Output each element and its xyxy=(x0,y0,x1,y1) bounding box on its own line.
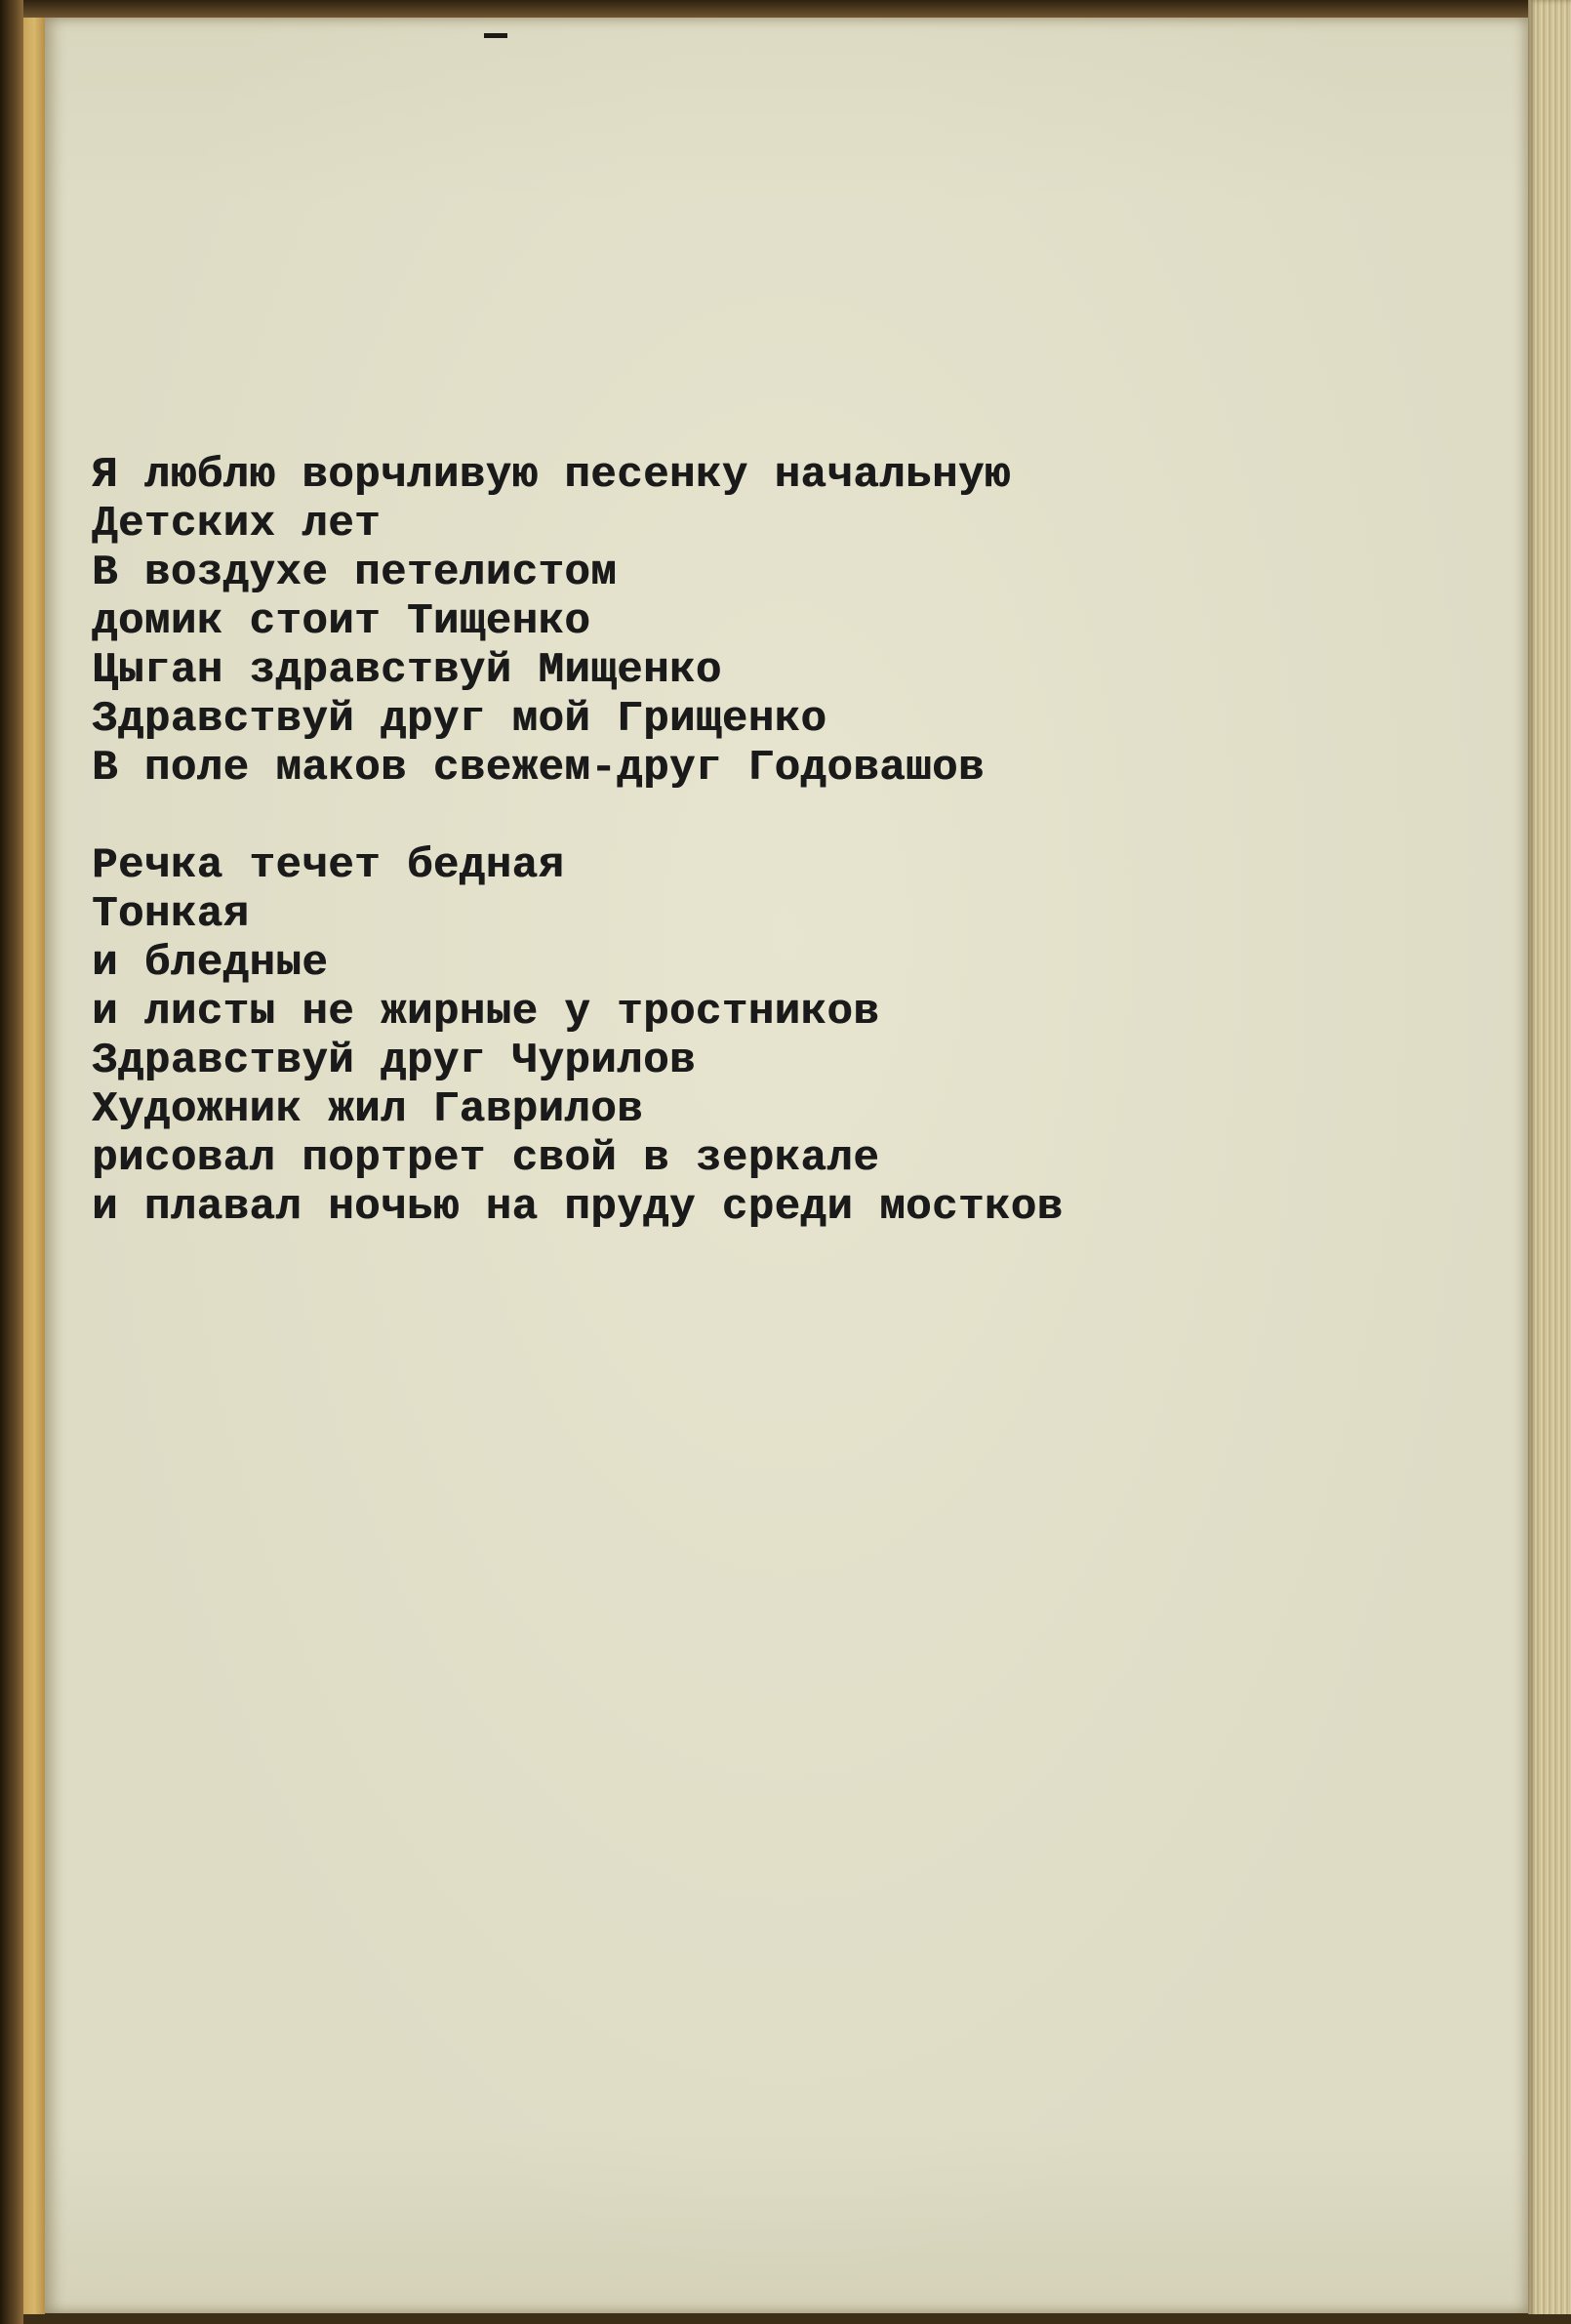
poem-line: и плавал ночью на пруду среди мостков xyxy=(92,1183,1064,1232)
poem-line: Здравствуй друг мой Грищенко xyxy=(92,695,827,744)
poem-line: и бледные xyxy=(92,939,329,988)
stanza-2 xyxy=(92,841,1063,1232)
poem-line: Тонкая xyxy=(92,890,250,939)
bottom-edge xyxy=(23,2314,1571,2324)
poem-line: В поле маков свежем-друг Годовашов xyxy=(92,744,985,793)
poem-line: Детских лет xyxy=(92,500,381,549)
poem-line: домик стоит Тищенко xyxy=(92,597,591,646)
binding-strip xyxy=(23,0,45,2324)
poem-line: Я люблю ворчливую песенку начальную xyxy=(92,451,1011,500)
poem-line: В воздухе петелистом xyxy=(92,549,618,597)
poem-line: и листы не жирные у тростников xyxy=(92,988,880,1037)
top-edge xyxy=(23,0,1571,18)
page-stack-edge xyxy=(1528,0,1571,2324)
stanza-1 xyxy=(92,451,1063,793)
poem-line: Цыган здравствуй Мищенко xyxy=(92,646,722,695)
poem-line: Речка течет бедная xyxy=(92,841,565,890)
book-spine xyxy=(0,0,23,2324)
poem-line: Здравствуй друг Чурилов xyxy=(92,1037,696,1085)
typed-poem xyxy=(92,451,1063,1232)
top-mark xyxy=(484,33,507,38)
poem-line: рисовал портрет свой в зеркале xyxy=(92,1134,880,1183)
poem-line: Художник жил Гаврилов xyxy=(92,1085,643,1134)
